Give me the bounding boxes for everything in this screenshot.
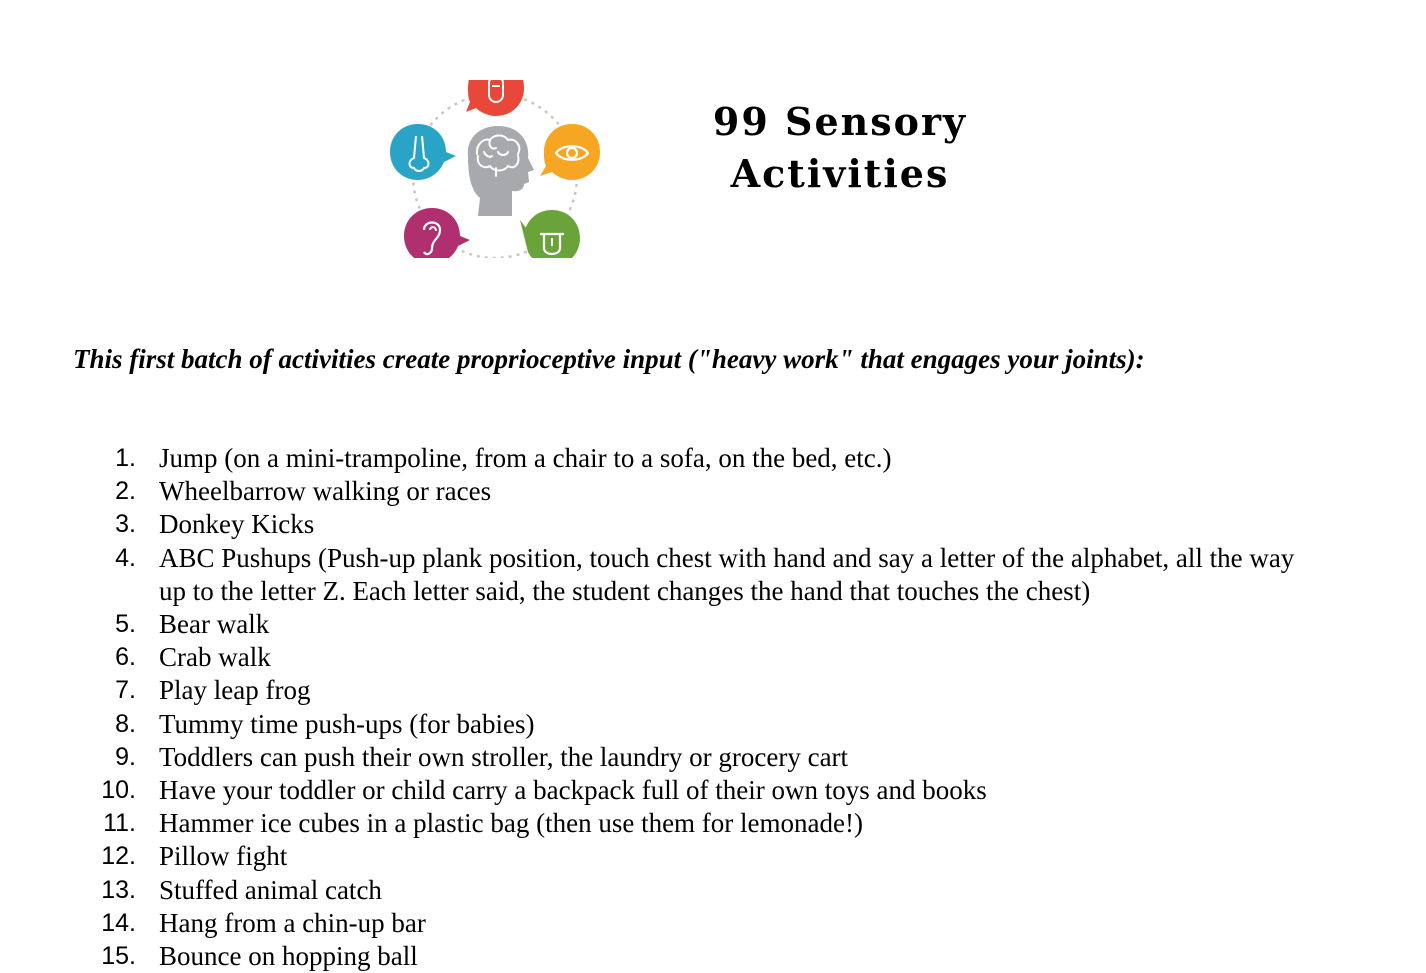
page-title xyxy=(660,96,1020,200)
list-item xyxy=(0,674,1426,707)
nose-icon xyxy=(390,124,456,180)
list-item-text: Hammer ice cubes in a plastic bag (then use them for lemonade!) xyxy=(159,808,863,839)
finger-touch-icon xyxy=(466,80,524,116)
list-item xyxy=(0,874,1426,907)
brain-head-icon xyxy=(468,126,534,216)
list-item-number: 4. xyxy=(115,543,136,572)
list-item-number: 7. xyxy=(115,676,136,705)
list-item-text: Jump (on a mini-trampoline, from a chair to a sofa, on the bed, etc.) xyxy=(159,443,892,473)
list-item-text: Donkey Kicks xyxy=(159,509,315,540)
list-item-number: 6. xyxy=(115,643,136,672)
list-item xyxy=(0,475,1426,508)
list-item-text: Bounce on hopping ball xyxy=(159,941,418,972)
list-item-text: Wheelbarrow walking or races xyxy=(159,476,492,507)
list-item-text: Crab walk xyxy=(159,642,271,673)
list-item-text: Play leap frog xyxy=(159,675,311,706)
title-line-1: 99 Sensory xyxy=(712,99,968,144)
list-item xyxy=(0,442,1426,475)
list-item-text: Toddlers can push their own stroller, the laundry or grocery cart xyxy=(159,741,849,772)
list-item-number: 14. xyxy=(101,908,136,937)
list-item-number: 3. xyxy=(115,510,136,539)
list-item xyxy=(0,807,1426,840)
list-item-text: Hang from a chin-up bar xyxy=(159,907,426,938)
list-item xyxy=(0,641,1426,674)
list-item xyxy=(0,940,1426,973)
list-item-number: 5. xyxy=(115,610,136,639)
list-item xyxy=(0,708,1426,741)
list-item-number: 13. xyxy=(101,875,136,904)
list-item-text: Have your toddler or child carry a backpack full of their own toys and books xyxy=(159,775,987,806)
eye-icon xyxy=(540,124,600,180)
list-item-text: ABC Pushups (Push-up plank position, touch chest with hand and say a letter of the alphabet, all the way up to the letter Z. Each letter said, the student changes the hand that touches the chest) xyxy=(159,542,1295,606)
list-item-number: 8. xyxy=(115,709,136,738)
title-line-2: Activities xyxy=(730,151,950,196)
list-item xyxy=(0,840,1426,873)
list-item xyxy=(0,608,1426,641)
list-item xyxy=(0,508,1426,541)
list-item-text: Stuffed animal catch xyxy=(159,874,382,905)
list-item-text: Pillow fight xyxy=(159,841,288,872)
list-item xyxy=(0,741,1426,774)
list-item-number: 12. xyxy=(101,842,136,871)
list-item-text: Tummy time push-ups (for babies) xyxy=(159,708,535,739)
tongue-taste-icon xyxy=(520,210,580,258)
activity-list xyxy=(0,442,1426,973)
list-item-number: 9. xyxy=(115,742,136,771)
list-item xyxy=(0,542,1426,608)
list-item-number: 1. xyxy=(115,444,136,472)
senses-logo xyxy=(380,80,610,258)
list-item-number: 10. xyxy=(101,776,136,805)
ear-icon xyxy=(404,208,470,258)
list-item xyxy=(0,907,1426,940)
list-item-number: 11. xyxy=(103,809,136,838)
list-item-number: 15. xyxy=(101,942,136,971)
intro-paragraph: This first batch of activities create proprioceptive input ("heavy work" that engages your joints): xyxy=(73,344,1145,374)
list-item xyxy=(0,774,1426,807)
list-item-number: 2. xyxy=(115,477,136,506)
list-item-text: Bear walk xyxy=(159,609,270,640)
